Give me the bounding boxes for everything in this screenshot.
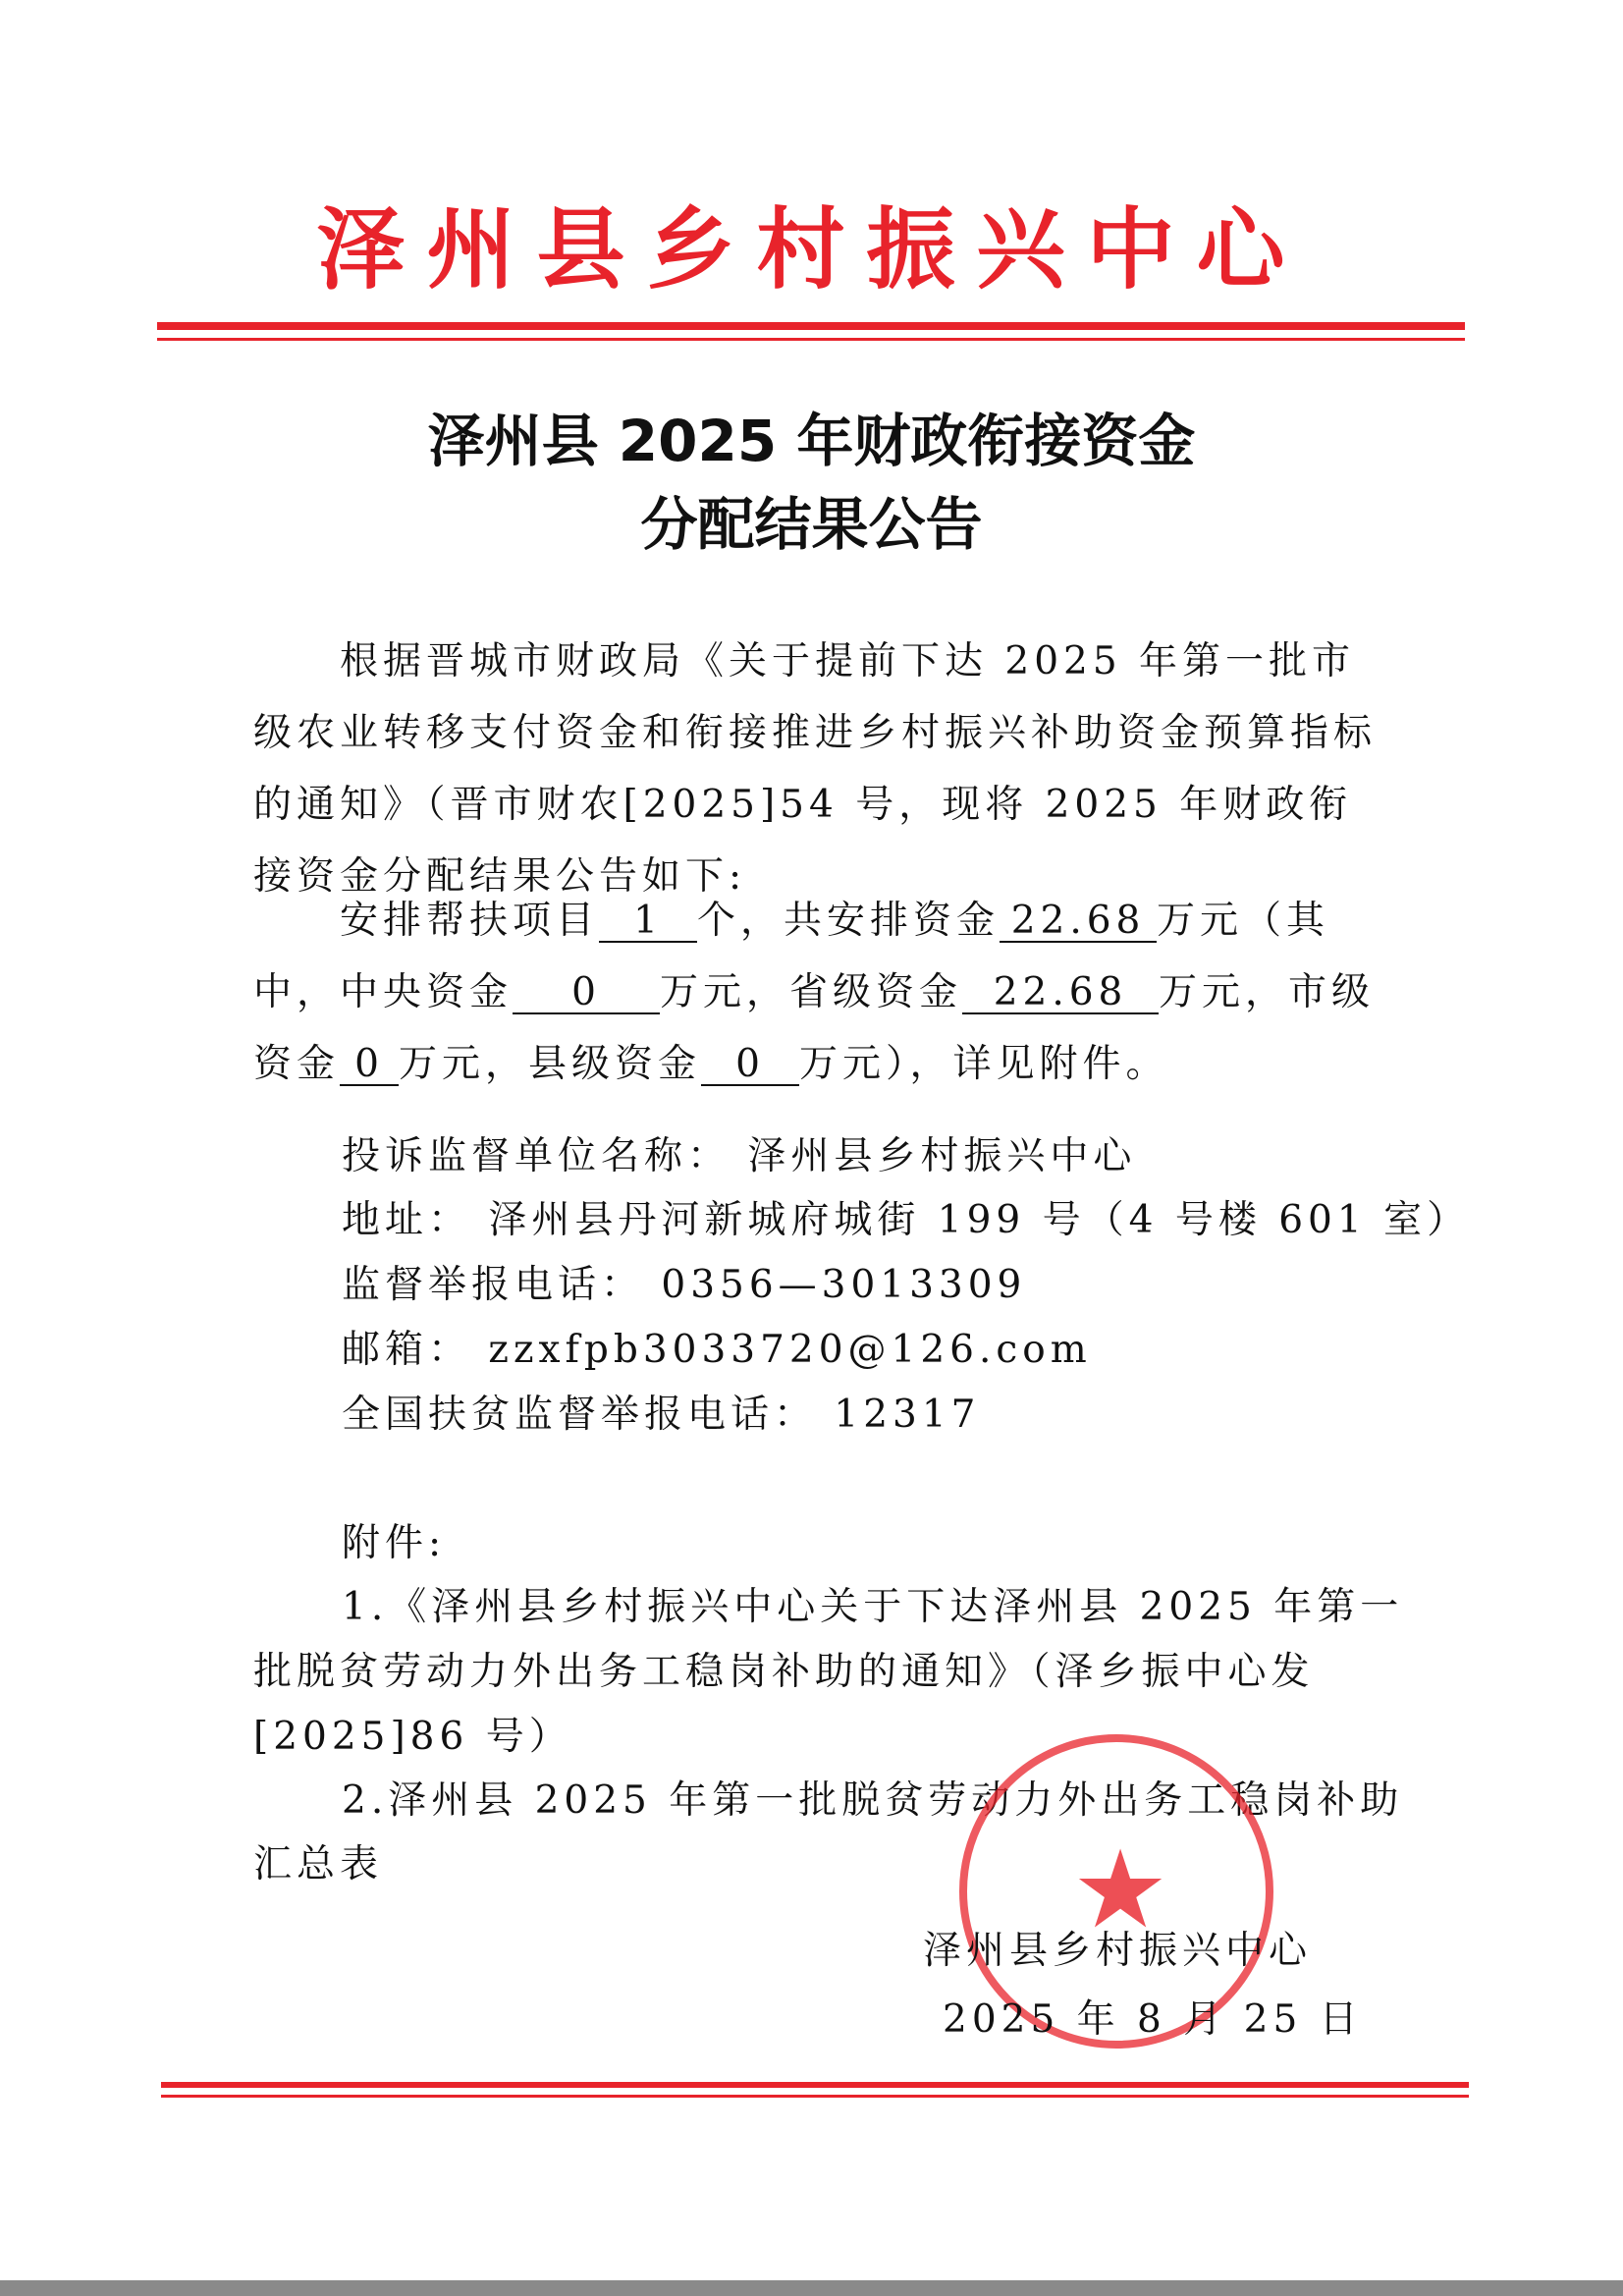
allocation-text: 个，共安排资金 <box>697 899 1001 943</box>
project-count: 1 <box>599 902 697 943</box>
total-amount: 22.68 <box>1000 902 1157 943</box>
intro-paragraph: 根据晋城市财政局《关于提前下达 2025 年第一批市级农业转移支付资金和衔接推进乡村振兴补助资金预算指标的通知》（晋市财农[2025]54 号，现将 2025 年财政衔接资金分配结果公告如下: <box>253 639 1378 899</box>
allocation-text: 万元，市级资金 <box>253 970 1376 1086</box>
address: 地址： 泽州县丹河新城府城街 199 号（4 号楼 601 室） <box>342 1198 1471 1242</box>
allocation-text: 万元），详见附件。 <box>799 1042 1169 1086</box>
attachment-2-line2: 汇总表 <box>253 1842 384 1886</box>
allocation-paragraph <box>253 885 1382 1100</box>
report-phone: 监督举报电话： 0356—3013309 <box>342 1263 1027 1307</box>
provincial-amount: 22.68 <box>962 973 1159 1014</box>
allocation-text: 安排帮扶项目 <box>340 899 600 943</box>
allocation-text: 万元，省级资金 <box>660 970 963 1014</box>
attachment-1-line1: 1.《泽州县乡村振兴中心关于下达泽州县 2025 年第一 <box>342 1585 1404 1629</box>
city-amount: 0 <box>340 1045 399 1086</box>
org-letterhead: 泽州县乡村振兴中心 <box>316 197 1307 301</box>
signature-org: 泽州县乡村振兴中心 <box>923 1929 1313 1973</box>
complaint-unit: 投诉监督单位名称： 泽州县乡村振兴中心 <box>342 1134 1137 1178</box>
allocation-text: 万元，县级资金 <box>399 1042 702 1086</box>
notice-title-line2: 分配结果公告 <box>640 491 983 558</box>
attachment-1-line2: 批脱贫劳动力外出务工稳岗补助的通知》（泽乡振中心发 <box>253 1650 1315 1694</box>
attachment-1-line3: [2025]86 号） <box>253 1715 572 1759</box>
attachment-2-line1: 2.泽州县 2025 年第一批脱贫劳动力外出务工稳岗补助 <box>342 1778 1404 1823</box>
notice-title-line1: 泽州县 2025 年财政衔接资金 <box>427 408 1196 474</box>
allocation-text: 万元（其中，中央资金 <box>253 899 1330 1014</box>
signature-date: 2025 年 8 月 25 日 <box>943 1997 1363 2042</box>
header-rule-thin <box>157 338 1465 341</box>
central-amount: 0 <box>513 973 660 1014</box>
national-phone: 全国扶贫监督举报电话： 12317 <box>342 1393 981 1437</box>
attachments-heading: 附件: <box>342 1521 447 1565</box>
footer-rule-thick <box>161 2082 1469 2088</box>
header-rule-thick <box>157 322 1465 330</box>
scan-edge <box>0 2280 1623 2296</box>
county-amount: 0 <box>701 1045 799 1086</box>
email: 邮箱： zzxfpb3033720@126.com <box>342 1328 1092 1372</box>
footer-rule-thin <box>161 2095 1469 2098</box>
seal-star-icon: ★ <box>1071 1827 1169 1952</box>
